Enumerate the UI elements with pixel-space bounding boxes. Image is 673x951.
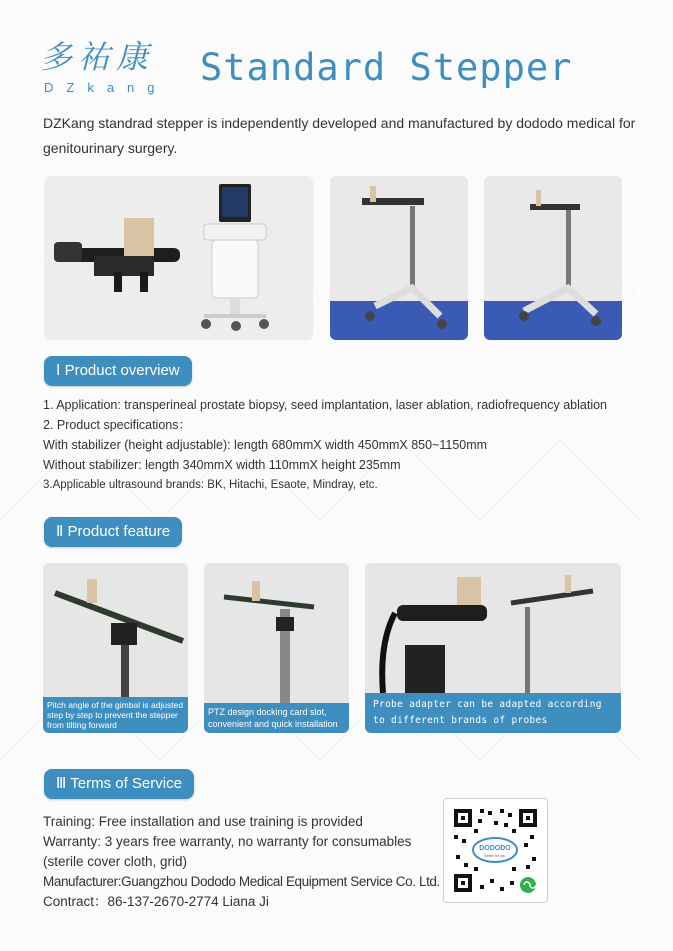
terms-line: Training: Free installation and use training is provided <box>43 814 363 829</box>
overview-line: 3.Applicable ultrasound brands: BK, Hitachi, Esaote, Mindray, etc. <box>43 479 378 491</box>
page-title: Standard Stepper <box>200 46 573 89</box>
logo-english: DZkang <box>44 80 168 95</box>
feature-caption-probe-adapter: Probe adapter can be adapted according to different brands of probes <box>365 693 621 733</box>
section-heading-terms-of-service: Ⅲ Terms of Service <box>44 769 194 799</box>
feature-photo-gimbal <box>43 563 188 733</box>
terms-line: Contract：86-137-2670-2774 Liana Ji <box>43 894 269 909</box>
feature-photo-ptz <box>204 563 349 733</box>
qr-brand: DODODO <box>479 845 511 852</box>
overview-line: 2. Product specifications： <box>43 418 191 432</box>
feature-caption-gimbal: Pitch angle of the gimbal is adjusted step by step to prevent the stepper from tilting forward <box>43 697 188 733</box>
section-heading-product-overview: Ⅰ Product overview <box>44 356 192 386</box>
section-heading-product-feature: Ⅱ Product feature <box>44 517 182 547</box>
overview-line: Without stabilizer: length 340mmX width 110mmX height 235mm <box>43 458 401 472</box>
overview-line: 1. Application: transperineal prostate biopsy, seed implantation, laser ablation, radiofrequency ablation <box>43 398 608 412</box>
terms-line: (sterile cover cloth, grid) <box>43 854 188 869</box>
qr-tagline: Better for you <box>484 854 506 858</box>
product-photo-stepper-ultrasound <box>44 176 313 340</box>
intro-paragraph: DZKang standrad stepper is independently developed and manufactured by dododo medical for genitourinary surgery. <box>43 115 636 156</box>
product-photo-stand-1 <box>330 176 468 340</box>
product-overview-text <box>43 395 607 495</box>
product-photo-stand-2 <box>484 176 622 340</box>
qr-code[interactable] <box>443 798 548 903</box>
feature-caption-ptz: PTZ design docking card slot, convenient and quick installation <box>204 703 349 733</box>
logo-chinese: 多祐康 <box>40 38 155 76</box>
feature-photo-probe-adapter <box>365 563 621 733</box>
terms-line: Warranty: 3 years free warranty, no warranty for consumables <box>43 834 412 849</box>
terms-of-service-text <box>43 812 440 912</box>
overview-line: With stabilizer (height adjustable): length 680mmX width 450mmX 850~1150mm <box>43 438 488 452</box>
terms-line: Manufacturer:Guangzhou Dododo Medical Equipment Service Co. Ltd. <box>43 874 440 889</box>
